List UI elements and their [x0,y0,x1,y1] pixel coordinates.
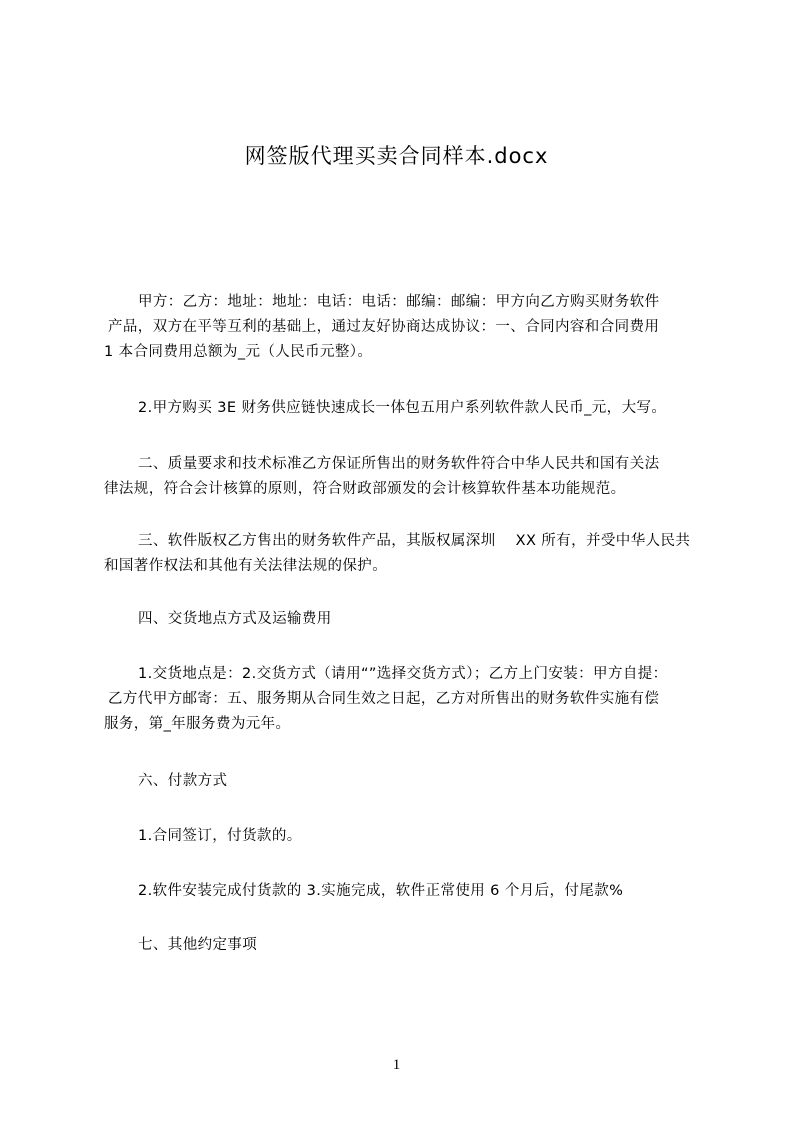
paragraph-quality [104,452,704,502]
text-line: 律法规，符合会计核算的原则，符合财政部颁发的会计核算软件基本功能规范。 [104,481,626,497]
text-line: 服务，第_年服务费为元年。 [104,716,291,732]
document-title: 网签版代理买卖合同样本.docx [244,144,549,168]
text-line: 六、付款方式 [138,773,228,789]
paragraph-parties [104,290,704,365]
page-number: 1 [392,1057,401,1073]
text-line: 七、其他约定事项 [138,937,258,953]
paragraph-payment-1 [104,824,704,849]
paragraph-purchase [104,396,704,421]
paragraph-copyright [104,529,704,579]
paragraph-payment-heading [104,769,704,794]
text-line: 和国著作权法和其他有关法律法规的保护。 [104,558,388,574]
text-line: 2.甲方购买 3E 财务供应链快速成长一体包五用户系列软件款人民币_元，大写。 [138,400,667,416]
text-line: 二、质量要求和技术标准乙方保证所售出的财务软件符合中华人民共和国有关法 [138,456,660,472]
text-line: 乙方代甲方邮寄：五、服务期从合同生效之日起，乙方对所售出的财务软件实施有偿 [108,691,660,707]
paragraph-delivery-heading [104,607,704,632]
text-line: 产品，双方在平等互利的基础上，通过友好协商达成协议：一、合同内容和合同费用 [108,319,660,335]
paragraph-delivery [104,662,704,737]
text-line: 1.合同签订，付货款的。 [138,828,302,844]
text-line: 四、交货地点方式及运输费用 [138,611,332,627]
text-line: 1.交货地点是：2.交货方式（请用“”选择交货方式）；乙方上门安装：甲方自提： [138,666,668,682]
text-line: 甲方：乙方：地址：地址：电话：电话：邮编：邮编：甲方向乙方购买财务软件 [138,294,660,310]
text-line: 三、软件版权乙方售出的财务软件产品，其版权属深圳 XX 所有，并受中华人民共 [138,533,691,549]
paragraph-payment-2 [104,879,704,904]
text-line: 1 本合同费用总额为_元（人民币元整）。 [104,344,373,360]
paragraph-other-terms [104,933,704,958]
text-line: 2.软件安装完成付货款的 3.实施完成，软件正常使用 6 个月后，付尾款% [138,883,624,899]
